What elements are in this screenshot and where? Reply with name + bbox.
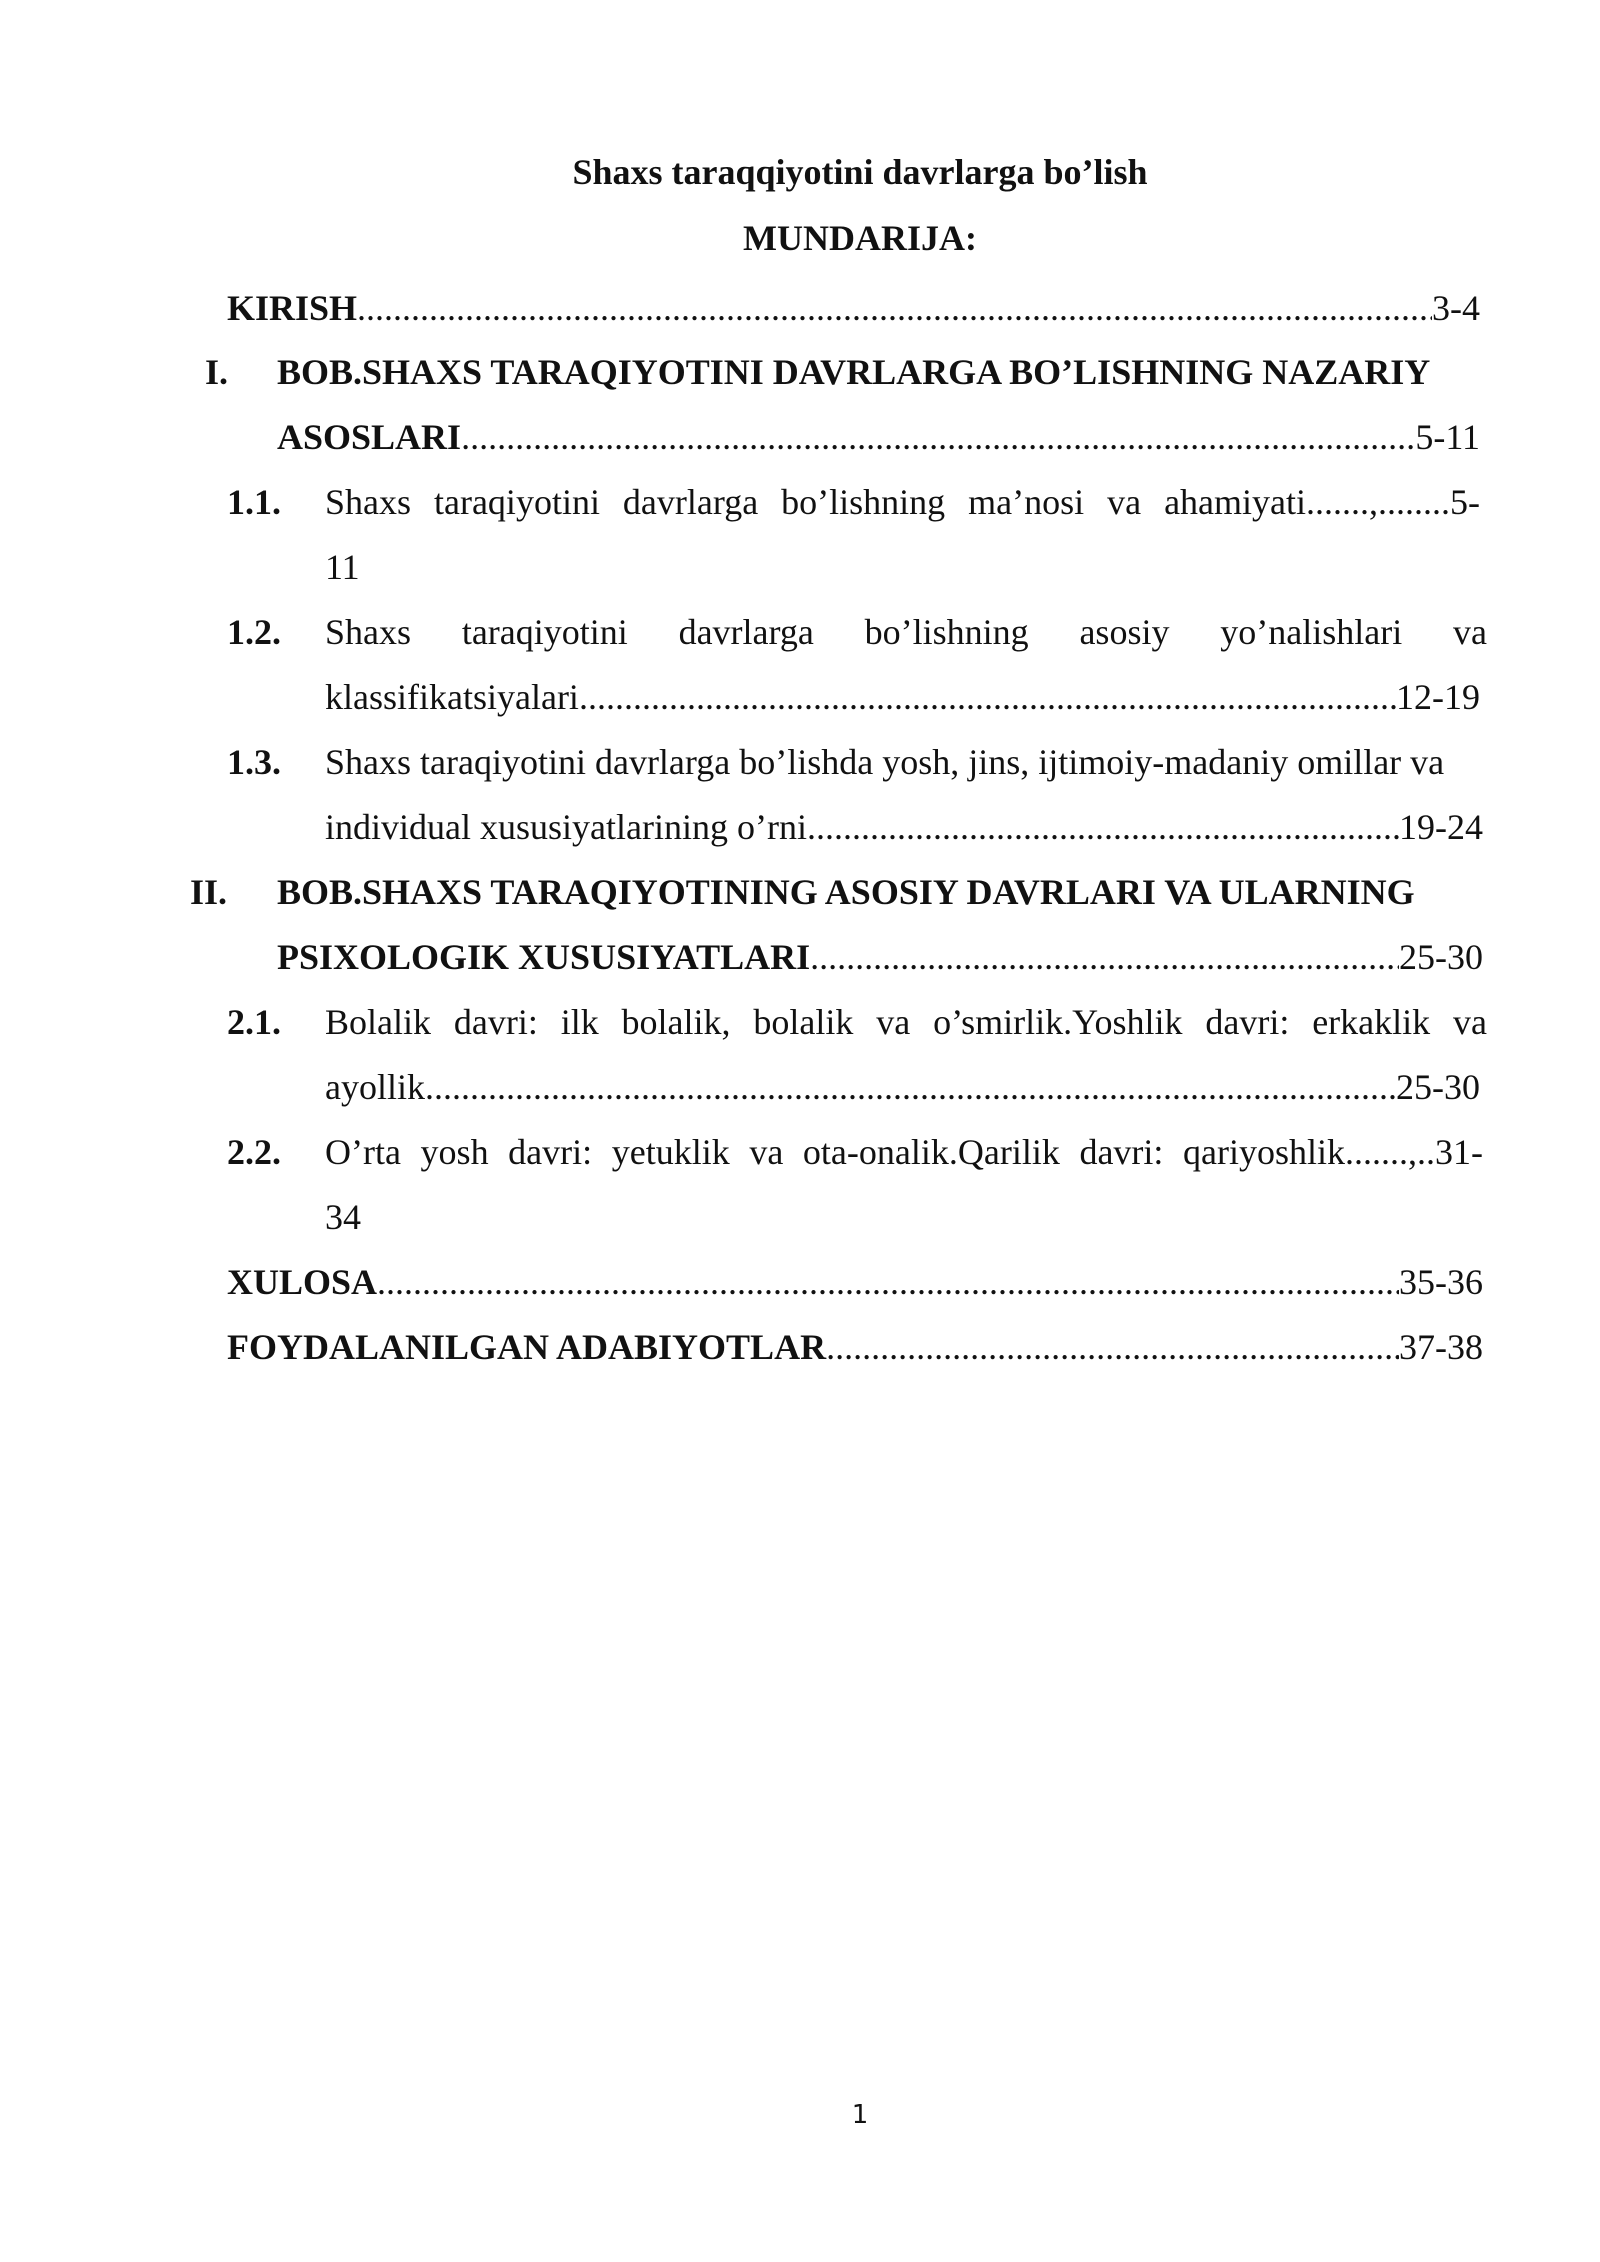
- document-title: Shaxs taraqqiyotini davrlarga bo’lish: [572, 152, 1148, 192]
- toc-section-2-2-pages: 34: [325, 1197, 361, 1237]
- toc-section-1-3[interactable]: Shaxs taraqiyotini davrlarga bo’lishda yosh, jins, ijtimoiy-madaniy omillar va: [325, 742, 1445, 782]
- dot-leader: [377, 1258, 1399, 1306]
- toc-entry-label: ASOSLARI: [277, 417, 462, 457]
- section-number: 2.2.: [227, 1132, 281, 1172]
- toc-entry-pages: 37-38: [1399, 1327, 1483, 1367]
- dot-leader: [807, 803, 1399, 851]
- dot-leader: [579, 673, 1396, 721]
- toc-section-1-2[interactable]: Shaxs taraqiyotini davrlarga bo’lishning asosiy yo’nalishlari va: [325, 612, 1487, 652]
- toc-chapter-2-continuation[interactable]: [277, 933, 1483, 981]
- toc-chapter-2-title[interactable]: BOB.SHAXS TARAQIYOTINING ASOSIY DAVRLARI VA ULARNING: [277, 872, 1415, 912]
- contents-heading: MUNDARIJA:: [743, 218, 977, 258]
- toc-entry-label: individual xususiyatlarining o’rni: [325, 807, 807, 847]
- toc-entry-pages: 35-36: [1399, 1262, 1483, 1302]
- toc-entry-label: ayollik: [325, 1067, 425, 1107]
- toc-entry-pages: 25-30: [1396, 1067, 1480, 1107]
- toc-section-2-2[interactable]: O’rta yosh davri: yetuklik va ota-onalik.Qarilik davri: qariyoshlik.......,..31-: [325, 1132, 1483, 1172]
- toc-entry-references[interactable]: [227, 1323, 1483, 1371]
- chapter-number: I.: [205, 352, 229, 392]
- toc-entry-xulosa[interactable]: [227, 1258, 1483, 1306]
- toc-section-1-2-continuation[interactable]: [325, 673, 1480, 721]
- toc-section-1-1[interactable]: Shaxs taraqiyotini davrlarga bo’lishning ma’nosi va ahamiyati.......,........5-: [325, 482, 1480, 522]
- toc-entry-label: klassifikatsiyalari: [325, 677, 579, 717]
- toc-chapter-1-title[interactable]: BOB.SHAXS TARAQIYOTINI DAVRLARGA BO’LISHNING NAZARIY: [277, 352, 1431, 392]
- toc-chapter-1-continuation[interactable]: [277, 413, 1480, 461]
- toc-entry-pages: 3-4: [1432, 288, 1480, 328]
- toc-section-2-1[interactable]: Bolalik davri: ilk bolalik, bolalik va o’smirlik.Yoshlik davri: erkaklik va: [325, 1002, 1487, 1042]
- toc-section-1-3-continuation[interactable]: [325, 803, 1483, 851]
- toc-entry-pages: 12-19: [1396, 677, 1480, 717]
- dot-leader: [357, 284, 1432, 332]
- section-number: 1.2.: [227, 612, 281, 652]
- section-number: 1.3.: [227, 742, 281, 782]
- section-number: 2.1.: [227, 1002, 281, 1042]
- dot-leader: [810, 933, 1399, 981]
- page-number: 1: [851, 2100, 869, 2130]
- toc-entry-pages: 25-30: [1399, 937, 1483, 977]
- toc-entry-pages: 19-24: [1399, 807, 1483, 847]
- toc-section-1-1-pages: 11: [325, 547, 360, 587]
- toc-section-2-1-continuation[interactable]: [325, 1063, 1480, 1111]
- toc-entry-pages: 5-11: [1415, 417, 1480, 457]
- toc-entry-label: PSIXOLOGIK XUSUSIYATLARI: [277, 937, 811, 977]
- toc-entry-label: FOYDALANILGAN ADABIYOTLAR: [227, 1327, 827, 1367]
- dot-leader: [461, 413, 1415, 461]
- dot-leader: [826, 1323, 1399, 1371]
- section-number: 1.1.: [227, 482, 281, 522]
- toc-entry-label: KIRISH: [227, 288, 358, 328]
- chapter-number: II.: [190, 872, 228, 912]
- dot-leader: [425, 1063, 1396, 1111]
- toc-entry-label: XULOSA: [227, 1262, 378, 1302]
- toc-entry-kirish[interactable]: [227, 284, 1480, 332]
